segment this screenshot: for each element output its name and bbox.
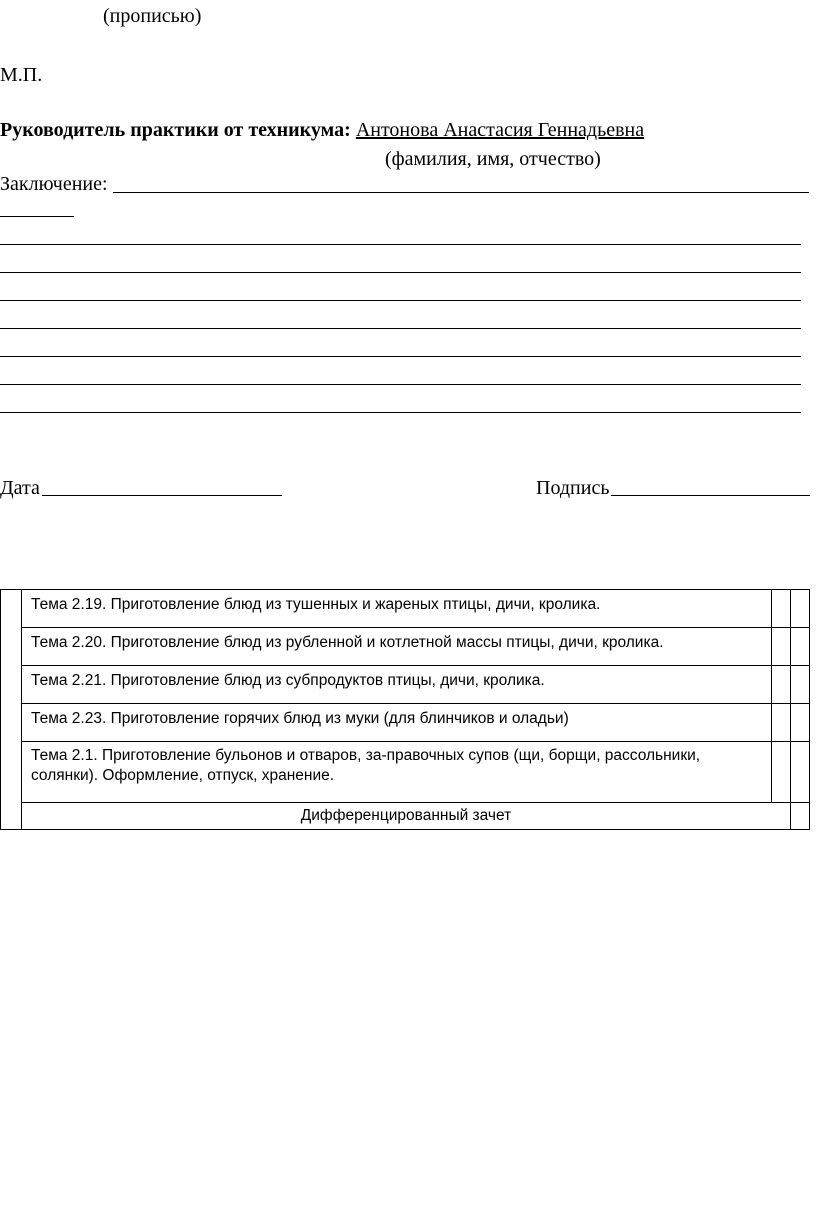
conclusion-line-1 bbox=[113, 192, 809, 193]
topics-table bbox=[0, 589, 810, 830]
supervisor-hint: (фамилия, имя, отчество) bbox=[385, 148, 601, 170]
row-divider bbox=[21, 741, 810, 742]
conclusion-line-4 bbox=[0, 300, 801, 301]
table-border-left bbox=[0, 589, 1, 830]
table-row: Тема 2.21. Приготовление блюд из субпродуктов птицы, дичи, кролика. bbox=[31, 672, 545, 689]
column-divider bbox=[771, 589, 772, 802]
supervisor-label: Руководитель практики от техникума: bbox=[0, 119, 351, 141]
conclusion-line-8 bbox=[0, 412, 801, 413]
supervisor-name: Антонова Анастасия Геннадьевна bbox=[355, 119, 645, 141]
stamp-mark: М.П. bbox=[0, 64, 43, 86]
date-label: Дата bbox=[0, 477, 40, 499]
column-divider bbox=[21, 589, 22, 830]
table-row: Тема 2.1. Приготовление бульонов и отваров, за-правочных супов (щи, борщи, рассольники, солянки). Оформление, отпуск, хранение. bbox=[31, 747, 701, 784]
column-divider bbox=[790, 589, 791, 830]
table-border-right bbox=[809, 589, 810, 830]
signature-label: Подпись bbox=[536, 477, 610, 499]
conclusion-line-5 bbox=[0, 328, 801, 329]
conclusion-line-1-cont bbox=[0, 216, 74, 217]
table-border-top bbox=[0, 589, 810, 590]
conclusion-line-3 bbox=[0, 272, 801, 273]
row-divider bbox=[21, 665, 810, 666]
row-divider bbox=[21, 627, 810, 628]
table-footer-row: Дифференцированный зачет bbox=[300, 807, 512, 824]
table-row: Тема 2.19. Приготовление блюд из тушенных и жареных птицы, дичи, кролика. bbox=[31, 596, 601, 613]
supervisor-line bbox=[0, 118, 644, 142]
propisyu-note: (прописью) bbox=[103, 5, 202, 27]
date-line bbox=[42, 495, 282, 496]
row-divider bbox=[21, 802, 810, 803]
signature-line bbox=[611, 495, 810, 496]
conclusion-line-6 bbox=[0, 356, 801, 357]
conclusion-line-2 bbox=[0, 244, 801, 245]
table-row: Тема 2.20. Приготовление блюд из рубленной и котлетной массы птицы, дичи, кролика. bbox=[31, 634, 664, 651]
conclusion-label: Заключение: bbox=[0, 173, 108, 195]
table-border-bottom bbox=[0, 829, 810, 830]
conclusion-line-7 bbox=[0, 384, 801, 385]
table-row: Тема 2.23. Приготовление горячих блюд из муки (для блинчиков и оладьи) bbox=[31, 710, 569, 727]
row-divider bbox=[21, 703, 810, 704]
